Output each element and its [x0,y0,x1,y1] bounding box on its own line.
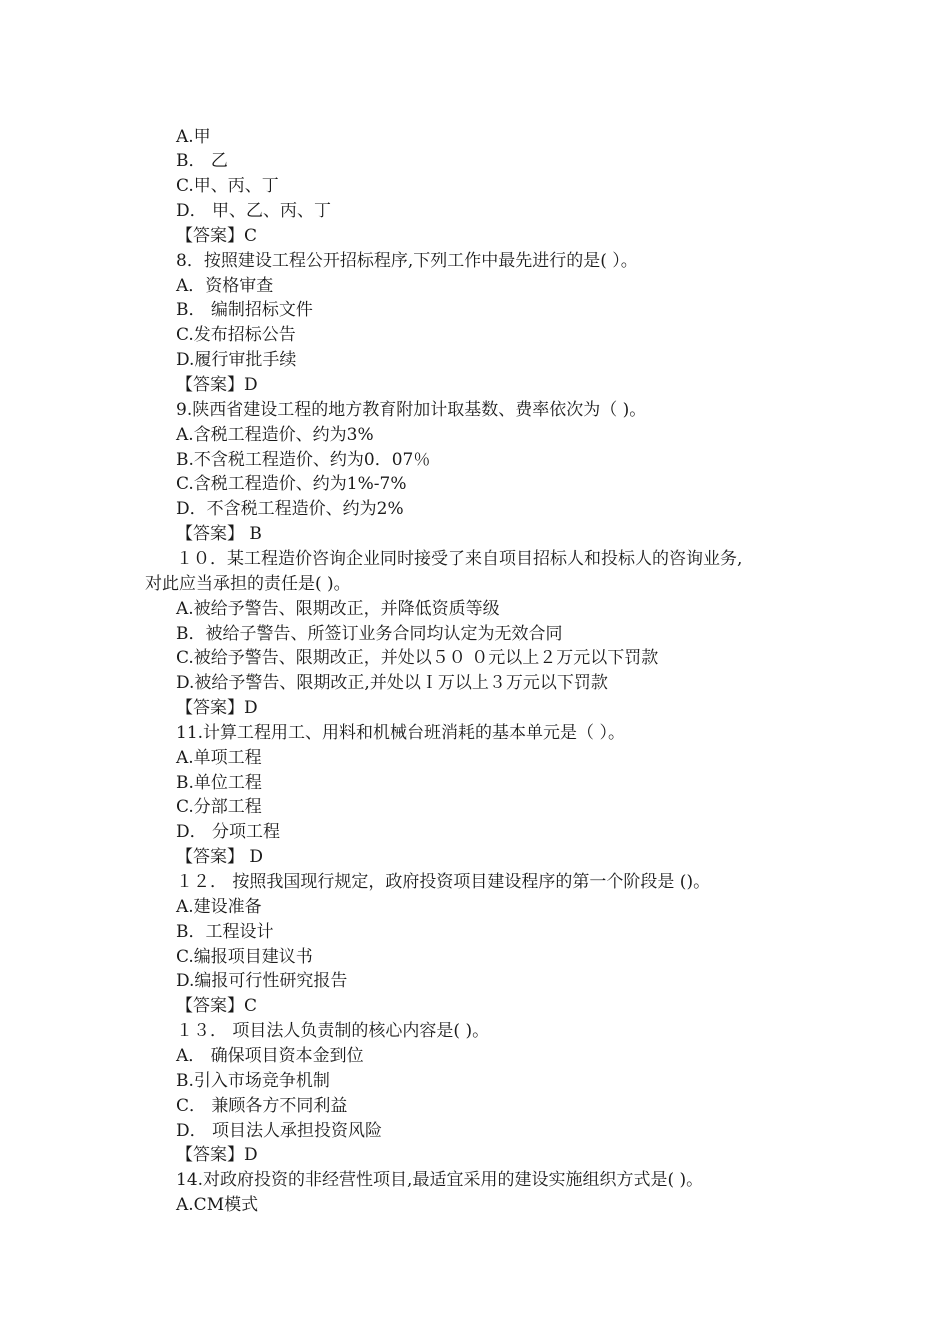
text-line: D．不含税工程造价、约为2% [176,499,404,520]
text-line: B.单位工程 [176,772,262,793]
text-line: 【答案】D [176,1145,258,1166]
text-line: C． 兼顾各方不同利益 [176,1095,348,1116]
text-line: A.单项工程 [176,747,262,768]
text-line: 11.计算工程用工、用料和机械台班消耗的基本单元是（ ）。 [176,722,625,743]
text-line: 【答案】 B [176,524,262,545]
text-line: D.被给予警告、限期改正,并处以Ｉ万以上３万元以下罚款 [176,673,608,694]
text-line: D． 甲、乙、丙、丁 [176,201,332,222]
text-line: 【答案】C [176,996,258,1017]
text-line: C.发布招标公告 [176,325,296,346]
text-line: 【答案】 D [176,847,264,868]
text-line: B． 乙 [176,151,228,172]
text-line: 9.陕西省建设工程的地方教育附加计取基数、费率依次为（ )。 [176,399,647,420]
text-line: B．工程设计 [176,921,274,942]
text-line: B.不含税工程造价、约为0．07％ [176,449,431,470]
text-line: 【答案】D [176,375,258,395]
text-line: 【答案】C [176,225,258,246]
text-line: 【答案】D [176,698,258,719]
text-line: 8．按照建设工程公开招标程序,下列工作中最先进行的是( ）。 [176,250,638,271]
text-line: A.被给予警告、限期改正，并降低资质等级 [176,598,500,619]
text-line: A．资格审查 [176,275,274,296]
text-line: A.含税工程造价、约为3% [176,424,374,445]
text-line: １２． 按照我国现行规定，政府投资项目建设程序的第一个阶段是 ()。 [176,872,711,892]
text-line: B． 编制招标文件 [176,300,313,321]
text-line: D． 项目法人承担投资风险 [176,1120,383,1141]
text-line: C.被给予警告、限期改正，并处以５０ ０元以上２万元以下罚款 [176,648,659,669]
text-line: １３． 项目法人负责制的核心内容是( )。 [176,1021,490,1042]
text-line: A.CM模式 [176,1195,259,1216]
text-line: C.甲、丙、丁 [176,176,279,197]
text-line: C.分部工程 [176,797,262,818]
text-line: A． 确保项目资本金到位 [176,1045,364,1066]
text-line: D． 分项工程 [176,822,281,843]
text-line: 14.对政府投资的非经营性项目,最适宜采用的建设实施组织方式是( )。 [176,1170,704,1191]
text-line: A.甲 [176,126,211,147]
text-line: C.含税工程造价、约为1%-7% [176,474,407,495]
text-line: D.履行审批手续 [176,350,297,371]
text-line: １０．某工程造价咨询企业同时接受了来自项目招标人和投标人的咨询业务, [176,548,743,569]
text-line: A.建设准备 [176,896,262,917]
text-line: 对此应当承担的责任是( )。 [145,573,351,594]
text-line: D.编报可行性研究报告 [176,971,348,992]
text-line: C.编报项目建议书 [176,946,313,967]
text-line: B．被给子警告、所签订业务合同均认定为无效合同 [176,623,563,644]
text-line: B.引入市场竞争机制 [176,1070,330,1091]
